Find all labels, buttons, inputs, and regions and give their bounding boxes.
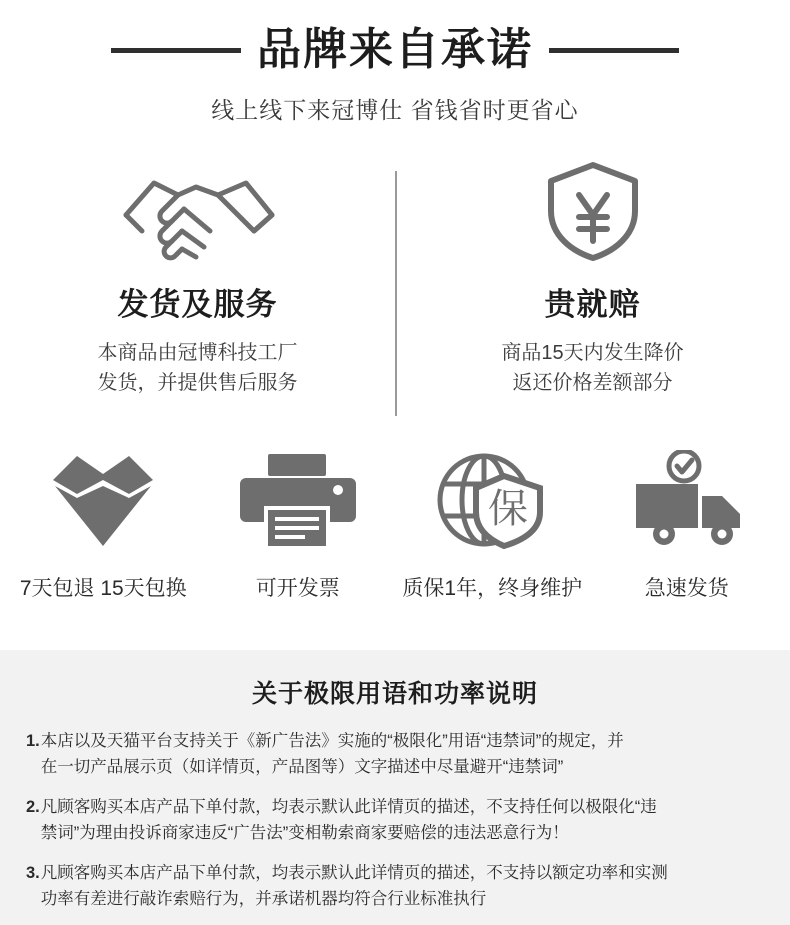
feature-title: 贵就赔 <box>544 287 641 323</box>
feature-desc-line2: 发货，并提供售后服务 <box>97 372 298 395</box>
notice-line2: 功率有差进行敲诈索赔行为，并承诺机器均符合行业标准执行 <box>40 889 487 908</box>
feature-label: 质保1年，终身维护 <box>402 577 583 601</box>
feature-label: 急速发货 <box>644 577 729 601</box>
bottom-features <box>0 444 790 602</box>
vertical-divider <box>395 171 397 416</box>
notice-item <box>26 728 764 781</box>
notice-line2: 禁词”为理由投诉商家违反“广告法”变相勒索商家要赔偿的违法恶意行为！ <box>40 824 569 843</box>
notice-item-number: 1. <box>26 732 40 750</box>
feature-label: 可开发票 <box>255 577 340 601</box>
globe-warranty-icon <box>395 444 590 550</box>
fast-truck-icon <box>590 444 785 550</box>
notice-panel <box>0 650 790 925</box>
handshake-icon <box>10 159 385 263</box>
feature-desc-line2: 返还价格差额部分 <box>512 372 673 395</box>
feature-desc-line1: 本商品由冠博科技工厂 <box>97 342 298 365</box>
feature-title: 发货及服务 <box>117 287 278 323</box>
svg-text:保: 保 <box>488 487 529 532</box>
feature-warranty <box>395 444 590 602</box>
notice-line1: 本店以及天猫平台支持关于《新广告法》实施的“极限化”用语“违禁词”的规定，并 <box>40 732 624 750</box>
feature-price-guarantee <box>395 159 790 398</box>
feature-desc <box>405 338 780 398</box>
notice-line1: 凡顾客购买本店产品下单付款，均表示默认此详情页的描述，不支持任何以极限化“违 <box>40 797 657 816</box>
feature-label: 7天包退 15天包换 <box>19 577 187 601</box>
shield-yuan-icon <box>405 159 780 263</box>
notice-item-text <box>41 860 764 913</box>
feature-return-exchange <box>6 444 201 602</box>
notice-line1: 凡顾客购买本店产品下单付款，均表示默认此详情页的描述，不支持以额定功率和实测 <box>40 863 668 882</box>
feature-desc <box>10 338 385 398</box>
notice-item-text <box>41 794 764 847</box>
feature-invoice <box>201 444 396 602</box>
page-subtitle: 线上线下来冠博仕 省钱省时更省心 <box>211 97 579 124</box>
notice-title: 关于极限用语和功率说明 <box>251 680 538 708</box>
notice-item-number: 2. <box>26 797 40 816</box>
title-row <box>0 26 790 74</box>
title-rule-left <box>111 48 241 53</box>
notice-item <box>26 860 764 913</box>
notice-item-text <box>41 728 764 781</box>
top-features <box>0 159 790 398</box>
header <box>0 0 790 125</box>
notice-item <box>26 794 764 847</box>
title-rule-right <box>549 48 679 53</box>
feature-shipping-service <box>0 159 395 398</box>
open-box-icon <box>6 444 201 550</box>
feature-fast-shipping <box>590 444 785 602</box>
printer-invoice-icon <box>201 444 396 550</box>
page-title: 品牌来自承诺 <box>257 25 533 74</box>
feature-desc-line1: 商品15天内发生降价 <box>501 342 684 365</box>
notice-line2: 在一切产品展示页（如详情页，产品图等）文字描述中尽量避开“违禁词” <box>40 758 564 777</box>
notice-item-number: 3. <box>26 863 40 882</box>
